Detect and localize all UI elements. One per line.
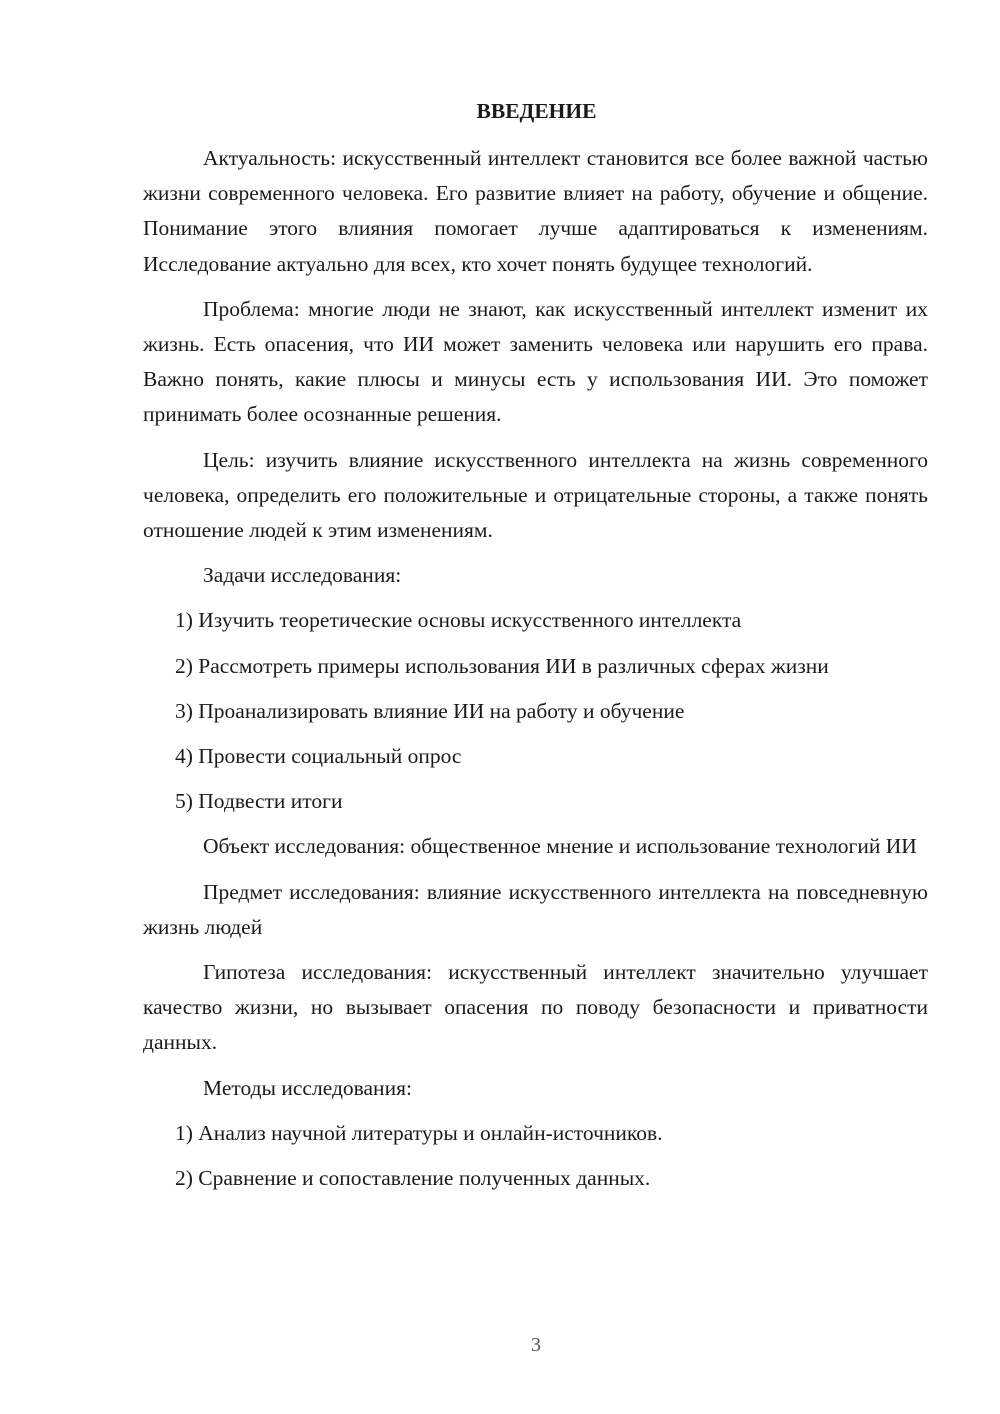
document-page xyxy=(143,95,928,1206)
paragraph-hypothesis: Гипотеза исследования: искусственный интеллект значительно улучшает качество жизни, но вызывает опасения по поводу безопасности и приватности данных. xyxy=(143,960,928,1055)
task-item: 2) Рассмотреть примеры использования ИИ в различных сферах жизни xyxy=(175,653,829,678)
methods-heading: Методы исследования: xyxy=(203,1075,412,1100)
paragraph-object: Объект исследования: общественное мнение и использование технологий ИИ xyxy=(203,834,917,859)
paragraph-relevance: Актуальность: искусственный интеллект становится все более важной частью жизни современного человека. Его развитие влияет на работу, обучение и общение. Понимание этого влияния помогает лучше адаптироваться к изменениям. Исследование актуально для всех, кто хочет понять будущее технологий. xyxy=(143,146,928,276)
method-item: 2) Сравнение и сопоставление полученных данных. xyxy=(175,1166,651,1191)
task-item: 3) Проанализировать влияние ИИ на работу и обучение xyxy=(175,698,685,723)
paragraph-problem: Проблема: многие люди не знают, как искусственный интеллект изменит их жизнь. Есть опасения, что ИИ может заменить человека или нарушить его права. Важно понять, какие плюсы и минусы есть у использования ИИ. Это поможет принимать более осознанные решения. xyxy=(143,296,928,427)
method-item: 1) Анализ научной литературы и онлайн-источников. xyxy=(175,1120,663,1145)
task-item: 1) Изучить теоретические основы искусственного интеллекта xyxy=(175,608,742,633)
page-title: ВВЕДЕНИЕ xyxy=(476,99,597,123)
paragraph-subject: Предмет исследования: влияние искусственного интеллекта на повседневную жизнь людей xyxy=(143,879,928,939)
page-number: 3 xyxy=(531,1334,541,1356)
tasks-heading: Задачи исследования: xyxy=(203,563,402,588)
task-item: 4) Провести социальный опрос xyxy=(175,744,462,769)
task-item: 5) Подвести итоги xyxy=(175,789,343,814)
paragraph-goal: Цель: изучить влияние искусственного интеллекта на жизнь современного человека, определить его положительные и отрицательные стороны, а также понять отношение людей к этим изменениям. xyxy=(143,447,928,543)
